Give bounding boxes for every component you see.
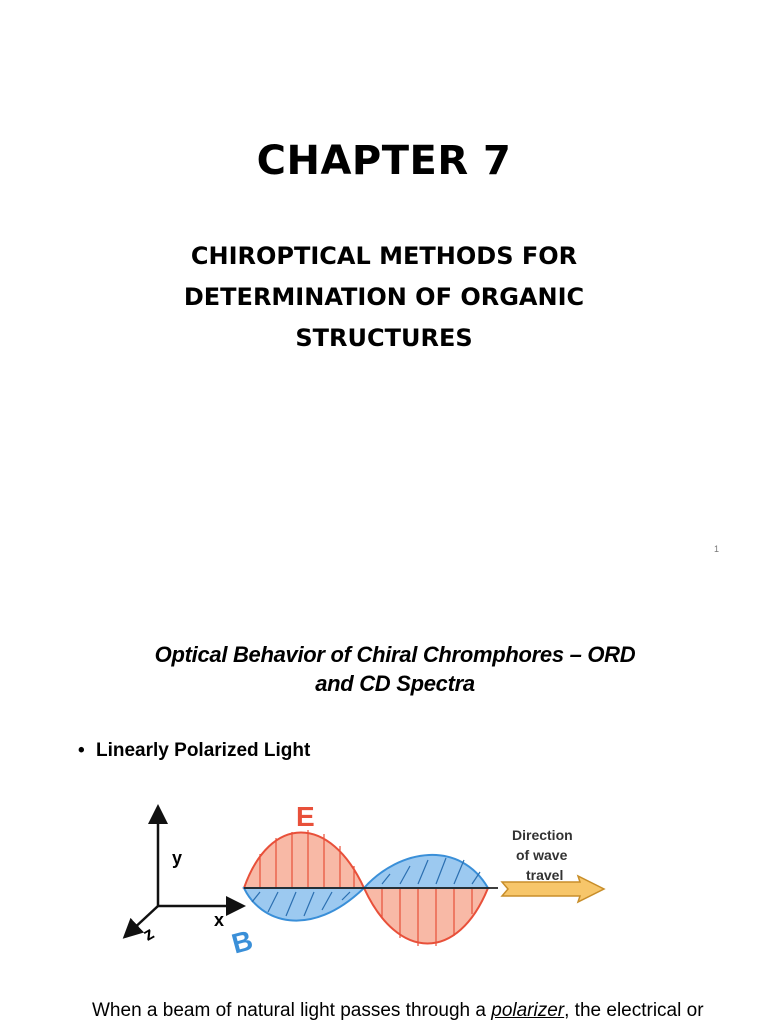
y-axis-label: y <box>172 848 183 868</box>
direction-arrow <box>502 827 604 902</box>
subtitle-line: STRUCTURES <box>295 324 473 352</box>
x-axis-label: x <box>214 910 225 930</box>
caption-emphasis: polarizer <box>491 1000 565 1021</box>
slide-title-line: and CD Spectra <box>315 671 475 696</box>
direction-label-line: of wave <box>516 847 568 863</box>
z-axis-label: z <box>139 922 158 945</box>
chapter-subtitle <box>120 236 648 359</box>
b-field-label: B <box>228 924 256 960</box>
subtitle-line: DETERMINATION OF ORGANIC <box>183 283 585 311</box>
caption-part: When a beam of natural light passes through a <box>92 1000 492 1021</box>
slide-title <box>100 640 690 698</box>
subtitle-line: CHIROPTICAL METHODS FOR <box>190 242 578 270</box>
page-number: 1 <box>714 544 720 554</box>
chapter-title: CHAPTER 7 <box>256 138 512 184</box>
bullet-text: Linearly Polarized Light <box>96 740 311 761</box>
e-field-label: E <box>296 801 315 832</box>
direction-label-line: travel <box>526 867 564 883</box>
bullet-dot: • <box>78 740 85 761</box>
slide-title-line: Optical Behavior of Chiral Chromphores – ORD <box>154 642 636 667</box>
content-slide <box>0 580 768 1024</box>
direction-label-line: Direction <box>512 827 573 843</box>
axes-group <box>130 814 236 945</box>
caption-part: , the electrical or <box>564 1000 704 1021</box>
caption-text <box>92 1000 768 1022</box>
polarized-light-diagram <box>110 792 620 992</box>
bullet-item <box>78 740 310 762</box>
